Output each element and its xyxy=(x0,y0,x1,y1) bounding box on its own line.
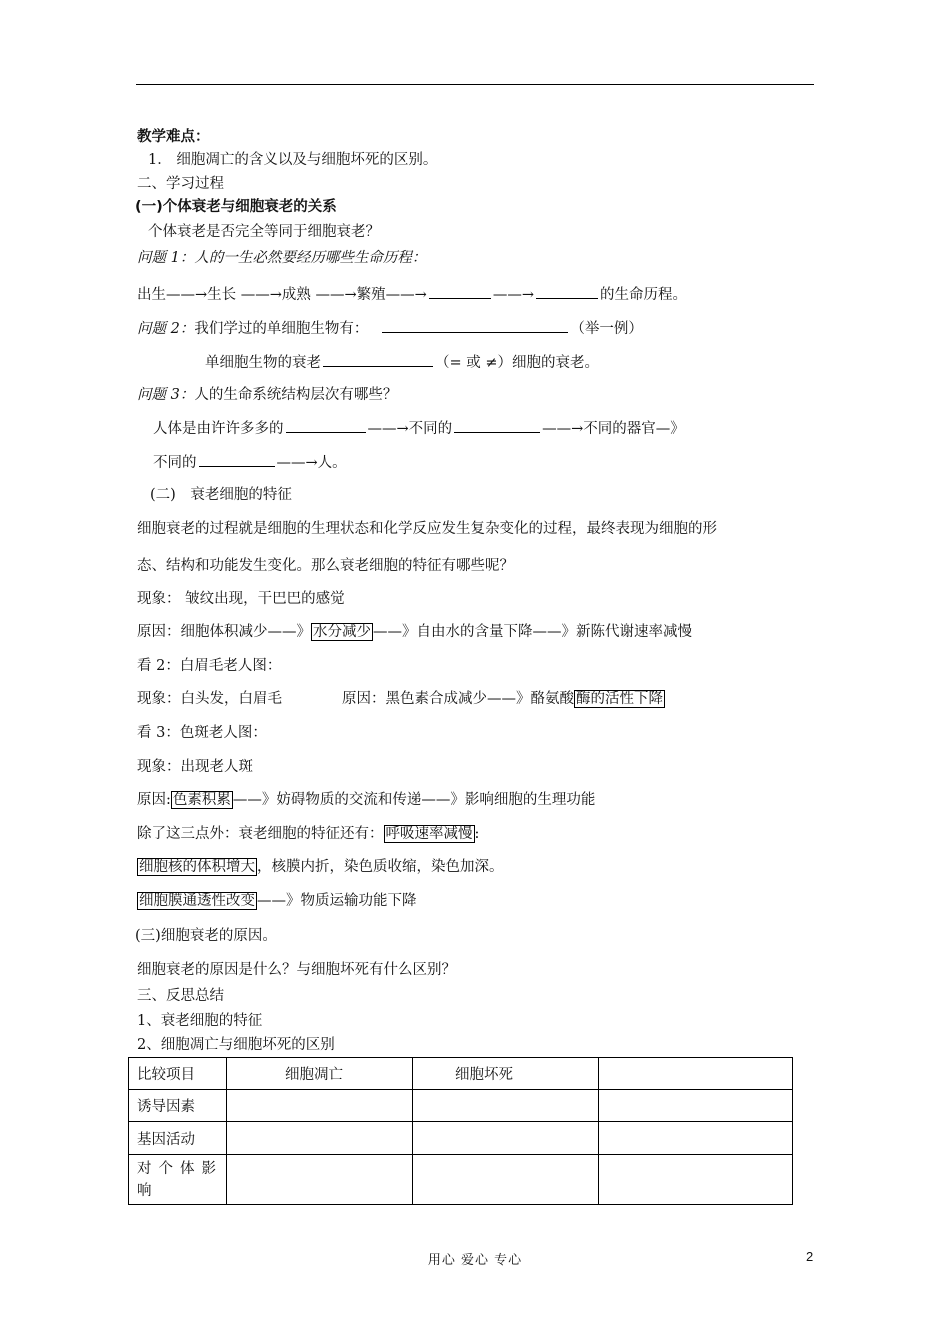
life-chain-start: 出生——→生长 ——→成熟 ——→繁殖——→ xyxy=(137,287,427,303)
body-structure-start: 人体是由许许多多的 xyxy=(153,421,284,437)
table-cell: 对个体影响 xyxy=(129,1155,227,1205)
question-2-hint: （举一例） xyxy=(570,321,643,337)
question-2-line xyxy=(137,318,643,339)
look-2: 看 2：白眉毛老人图： xyxy=(137,658,282,674)
table-header-cell: 细胞坏死 xyxy=(413,1058,599,1090)
body-structure-line-1 xyxy=(153,418,685,439)
table-cell[interactable] xyxy=(599,1155,793,1205)
answer-box-nucleus: 细胞核的体积增大 xyxy=(139,859,255,875)
body-structure-line-2 xyxy=(153,452,347,473)
cause-1-line xyxy=(137,622,692,642)
cause-1-start: 原因：细胞体积减少——》 xyxy=(137,624,311,640)
nandian-title: 教学难点： xyxy=(137,129,210,145)
table-cell[interactable] xyxy=(599,1122,793,1155)
body-structure-2-end: ——→人。 xyxy=(276,455,347,471)
table-header-cell xyxy=(599,1058,793,1090)
blank-cells[interactable] xyxy=(286,418,366,433)
table-cell: 基因活动 xyxy=(129,1122,227,1155)
blank-tissues[interactable] xyxy=(454,418,540,433)
section-3-heading: 三、反思总结 xyxy=(137,988,224,1004)
paragraph-line-1: 细胞衰老的过程就是细胞的生理状态和化学反应发生复杂变化的过程，最终表现为细胞的形 xyxy=(137,521,717,537)
answer-box-pigment: 色素积累 xyxy=(172,792,231,808)
blank-equal-sign[interactable] xyxy=(323,352,433,367)
membrane-end: ——》物质运输功能下降 xyxy=(257,893,417,909)
summary-1: 1、衰老细胞的特征 xyxy=(137,1013,263,1029)
question-2b-end: （= 或 ≠）细胞的衰老。 xyxy=(435,355,600,371)
question-2b-start: 单细胞生物的衰老 xyxy=(205,355,321,371)
answer-box-respiration: 呼吸速率减慢 xyxy=(385,826,473,842)
blank-systems[interactable] xyxy=(199,452,275,467)
paragraph-line-2: 态、结构和功能发生变化。那么衰老细胞的特征有哪些呢？ xyxy=(137,558,514,574)
question-3-label: 问题 3： xyxy=(137,387,195,403)
header-rule xyxy=(136,84,814,85)
cause-3-line xyxy=(137,790,595,810)
extra-features-line xyxy=(137,824,479,844)
table-cell[interactable] xyxy=(599,1090,793,1122)
blank-stage-1[interactable] xyxy=(429,284,491,299)
phenomenon-3: 现象：出现老人斑 xyxy=(137,759,253,775)
answer-box-enzyme-activity: 酶的活性下降 xyxy=(576,691,663,707)
question-3-text: 人的生命系统结构层次有哪些？ xyxy=(194,387,398,403)
body-structure-mid: ——→不同的 xyxy=(367,421,453,437)
membrane-line xyxy=(137,891,417,911)
blank-unicellular-organism[interactable] xyxy=(382,318,568,333)
page-number: 2 xyxy=(806,1249,814,1264)
cause-3-end: ——》妨碍物质的交流和传递——》影响细胞的生理功能 xyxy=(232,792,596,808)
section-2-title: (二) 衰老细胞的特征 xyxy=(150,487,292,503)
nandian-item-1: 1． 细胞凋亡的含义以及与细胞坏死的区别。 xyxy=(148,152,438,168)
life-chain-arrow: ——→ xyxy=(492,287,534,303)
life-chain-end: 的生命历程。 xyxy=(599,287,687,303)
look-3: 看 3：色斑老人图： xyxy=(137,725,267,741)
blank-stage-2[interactable] xyxy=(536,284,598,299)
question-3-line xyxy=(137,385,397,405)
comparison-table xyxy=(128,1057,793,1205)
question-2-text: 我们学过的单细胞生物有： xyxy=(194,321,369,337)
table-cell[interactable] xyxy=(227,1122,413,1155)
phenomenon-2: 现象：白头发，白眉毛 xyxy=(137,691,282,707)
table-cell: 诱导因素 xyxy=(129,1090,227,1122)
summary-2: 2、细胞凋亡与细胞坏死的区别 xyxy=(137,1037,335,1053)
table-cell[interactable] xyxy=(413,1155,599,1205)
nucleus-line xyxy=(137,857,504,877)
section-2-heading: 二、学习过程 xyxy=(137,176,224,192)
table-cell[interactable] xyxy=(413,1090,599,1122)
phenomenon-1: 现象： 皱纹出现，干巴巴的感觉 xyxy=(137,591,345,607)
section-3-question: 细胞衰老的原因是什么？与细胞坏死有什么区别？ xyxy=(137,962,456,978)
table-cell[interactable] xyxy=(227,1090,413,1122)
question-2b-line xyxy=(205,352,599,373)
question-1: 问题 1：人的一生必然要经历哪些生命历程： xyxy=(137,250,427,266)
nucleus-end: ，核膜内折，染色质收缩，染色加深。 xyxy=(257,859,504,875)
extra-features-start: 除了这三点外：衰老细胞的特征还有： xyxy=(137,826,384,842)
table-cell[interactable] xyxy=(227,1155,413,1205)
table-row xyxy=(129,1122,793,1155)
table-header-cell: 比较项目 xyxy=(129,1058,227,1090)
table-header-cell: 细胞凋亡 xyxy=(227,1058,413,1090)
answer-box-membrane: 细胞膜通透性改变 xyxy=(139,893,255,909)
body-structure-end: ——→不同的器官—》 xyxy=(542,421,685,437)
question-2-label: 问题 2： xyxy=(137,321,195,337)
extra-features-end: : xyxy=(474,826,480,842)
table-row xyxy=(129,1090,793,1122)
life-chain-line xyxy=(137,284,687,305)
section-1-question: 个体衰老是否完全等同于细胞衰老？ xyxy=(148,224,380,240)
body-structure-2-start: 不同的 xyxy=(153,455,197,471)
table-cell[interactable] xyxy=(413,1122,599,1155)
section-3-title: (三)细胞衰老的原因。 xyxy=(135,928,277,944)
cause-1-end: ——》自由水的含量下降——》新陈代谢速率减慢 xyxy=(373,624,692,640)
table-header-row xyxy=(129,1058,793,1090)
cause-2-start: 原因：黑色素合成减少——》酪氨酸 xyxy=(342,691,574,707)
table-row xyxy=(129,1155,793,1205)
phenomenon-2-line xyxy=(137,689,665,709)
section-1-title: (一)个体衰老与细胞衰老的关系 xyxy=(135,199,337,215)
page-footer: 用心 爱心 专心 xyxy=(427,1253,523,1268)
cause-3-start: 原因: xyxy=(137,792,171,808)
answer-box-water-loss: 水分减少 xyxy=(313,624,371,640)
